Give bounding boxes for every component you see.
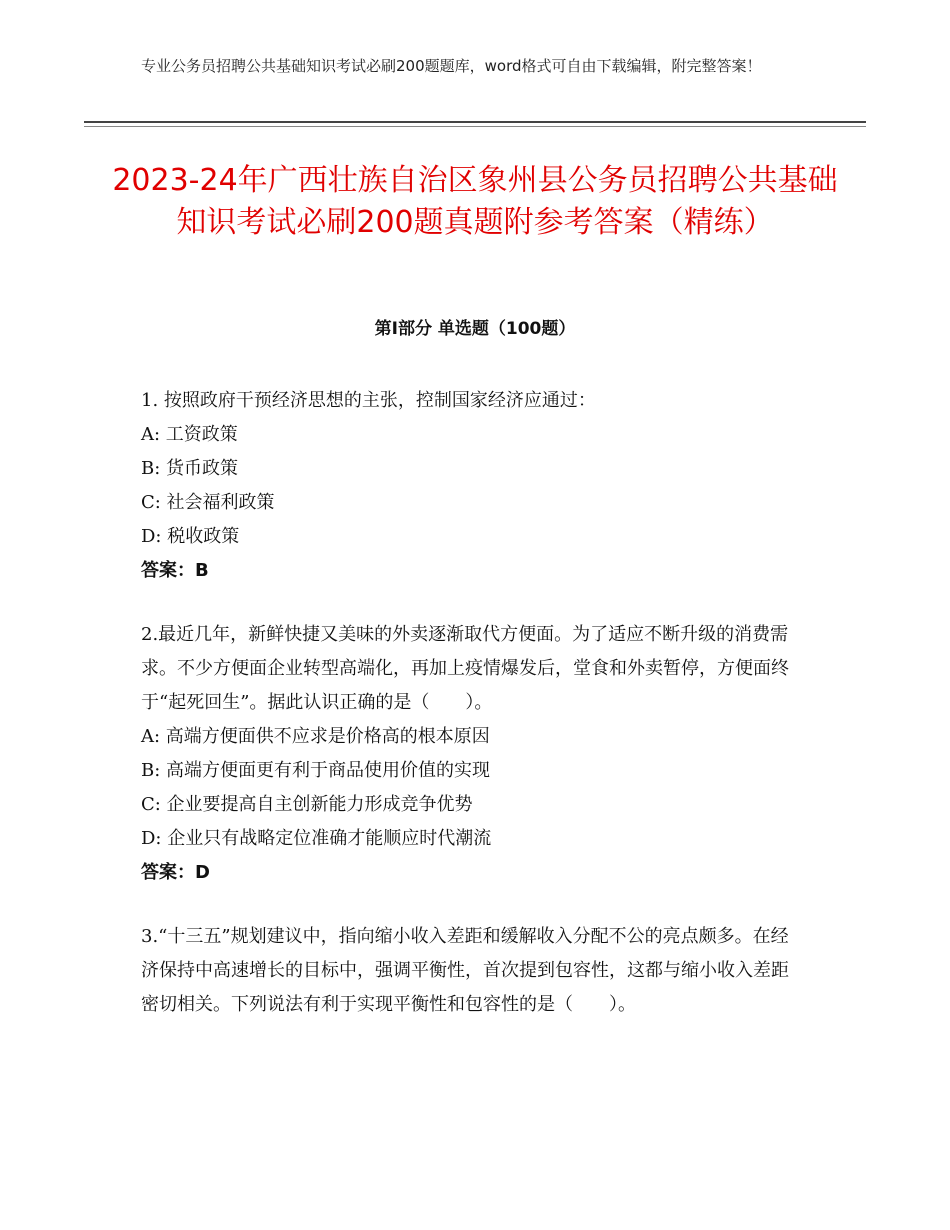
header-divider-thin: [84, 126, 866, 127]
answer-text: 答案：B: [141, 560, 209, 581]
option-a: A: 工资政策: [141, 424, 238, 445]
option-a: A: 高端方便面供不应求是价格高的根本原因: [141, 726, 490, 747]
section-heading: 第Ⅰ部分 单选题（100题）: [374, 319, 576, 339]
option-c: C: 社会福利政策: [141, 492, 275, 513]
option-c: C: 企业要提高自主创新能力形成竞争优势: [141, 794, 473, 815]
option-d: D: 税收政策: [141, 526, 240, 547]
page-header-note: 专业公务员招聘公共基础知识考试必刷200题题库，word格式可自由下载编辑，附完整答案！: [141, 57, 762, 75]
document-title: 2023-24年广西壮族自治区象州县公务员招聘公共基础知识考试必刷200题真题附参考答案（精练）: [112, 163, 838, 240]
question-stem: 1. 按照政府干预经济思想的主张，控制国家经济应通过：: [141, 390, 596, 411]
header-divider: [84, 121, 866, 123]
option-d: D: 企业只有战略定位准确才能顺应时代潮流: [141, 828, 492, 849]
question-1: [141, 384, 806, 588]
question-2: [141, 618, 806, 890]
answer-text: 答案：D: [141, 862, 210, 883]
question-3: [141, 920, 806, 1022]
question-list: [141, 384, 806, 1052]
option-b: B: 高端方便面更有利于商品使用价值的实现: [141, 760, 491, 781]
question-stem: 3.“十三五”规划建议中，指向缩小收入差距和缓解收入分配不公的亮点颇多。在经济保持中高速增长的目标中，强调平衡性，首次提到包容性，这都与缩小收入差距密切相关。下列说法有利于实现平衡性和包容性的是（ ）。: [141, 926, 789, 1015]
question-stem: 2.最近几年，新鲜快捷又美味的外卖逐渐取代方便面。为了适应不断升级的消费需求。不少方便面企业转型高端化，再加上疫情爆发后，堂食和外卖暂停，方便面终于“起死回生”。据此认识正确的是（ ）。: [141, 624, 789, 713]
option-b: B: 货币政策: [141, 458, 239, 479]
